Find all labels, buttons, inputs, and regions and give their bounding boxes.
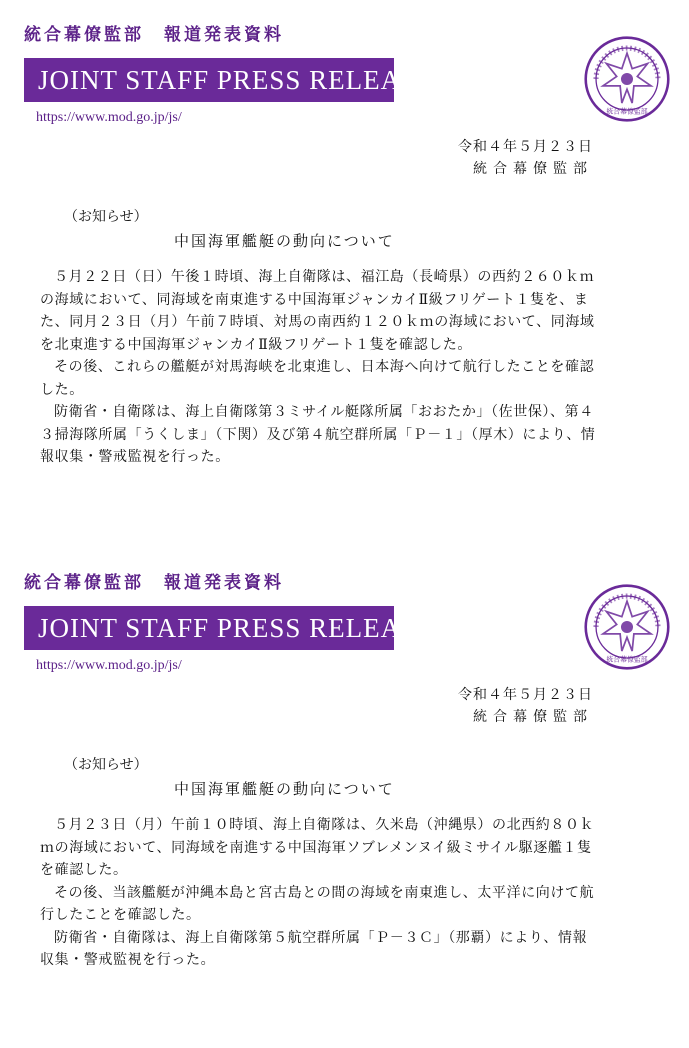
release-heading: 中国海軍艦艇の動向について: [174, 232, 395, 250]
issuing-organization: 統合幕僚監部: [473, 161, 593, 177]
release-body: [40, 814, 600, 972]
body-paragraph: その後、これらの艦艇が対馬海峡を北東進し、日本海へ向けて航行したことを確認した。: [40, 359, 595, 398]
body-paragraph: 防衛省・自衛隊は、海上自衛隊第３ミサイル艇隊所属「おおたか」（佐世保）、第４３掃海隊所属「うくしま」（下関）及び第４航空群所属「Ｐ－１」（厚木）により、情報収集・警戒監視を行った。: [40, 404, 596, 465]
notice-label: （お知らせ）: [64, 209, 148, 225]
notice-label: （お知らせ）: [64, 757, 148, 773]
svg-text:統合幕僚監部: 統合幕僚監部: [606, 655, 648, 664]
release-date: 令和４年５月２３日: [458, 139, 593, 155]
header-title: 統合幕僚監部 報道発表資料: [24, 573, 284, 593]
release-body: [40, 266, 600, 469]
body-paragraph: ５月２３日（月）午前１０時頃、海上自衛隊は、久米島（沖縄県）の北西約８０ｋｍの海域において、同海域を南進する中国海軍ソブレメンヌイ級ミサイル駆逐艦１隻を確認した。: [40, 817, 595, 878]
body-paragraph: 防衛省・自衛隊は、海上自衛隊第５航空群所属「Ｐ－３Ｃ」（那覇）により、情報収集・警戒監視を行った。: [40, 929, 588, 968]
body-paragraph: ５月２２日（日）午後１時頃、海上自衛隊は、福江島（長崎県）の西約２６０ｋｍの海域において、同海域を南東進する中国海軍ジャンカイⅡ級フリゲート１隻を、また、同月２３日（月）午前７時頃、対馬の南西約１２０ｋｍの海域において、同海域を北東進する中国海軍ジャンカイⅡ級フリゲート１隻を確認した。: [40, 269, 595, 353]
website-link[interactable]: https://www.mod.go.jp/js/: [36, 110, 182, 125]
website-link[interactable]: https://www.mod.go.jp/js/: [36, 658, 182, 673]
release-date: 令和４年５月２３日: [458, 687, 593, 703]
header-title: 統合幕僚監部 報道発表資料: [24, 25, 284, 45]
press-release-2: [0, 548, 689, 1048]
svg-text:統合幕僚監部: 統合幕僚監部: [606, 107, 648, 116]
press-release-banner: JOINT STAFF PRESS RELEASE: [24, 58, 394, 102]
joint-staff-seal-icon: [584, 584, 670, 670]
joint-staff-seal-icon: [584, 36, 670, 122]
body-paragraph: その後、当該艦艇が沖縄本島と宮古島との間の海域を南東進し、太平洋に向けて航行したことを確認した。: [40, 884, 595, 923]
press-release-1: [0, 0, 689, 500]
release-heading: 中国海軍艦艇の動向について: [174, 780, 395, 798]
issuing-organization: 統合幕僚監部: [473, 709, 593, 725]
press-release-banner: JOINT STAFF PRESS RELEASE: [24, 606, 394, 650]
